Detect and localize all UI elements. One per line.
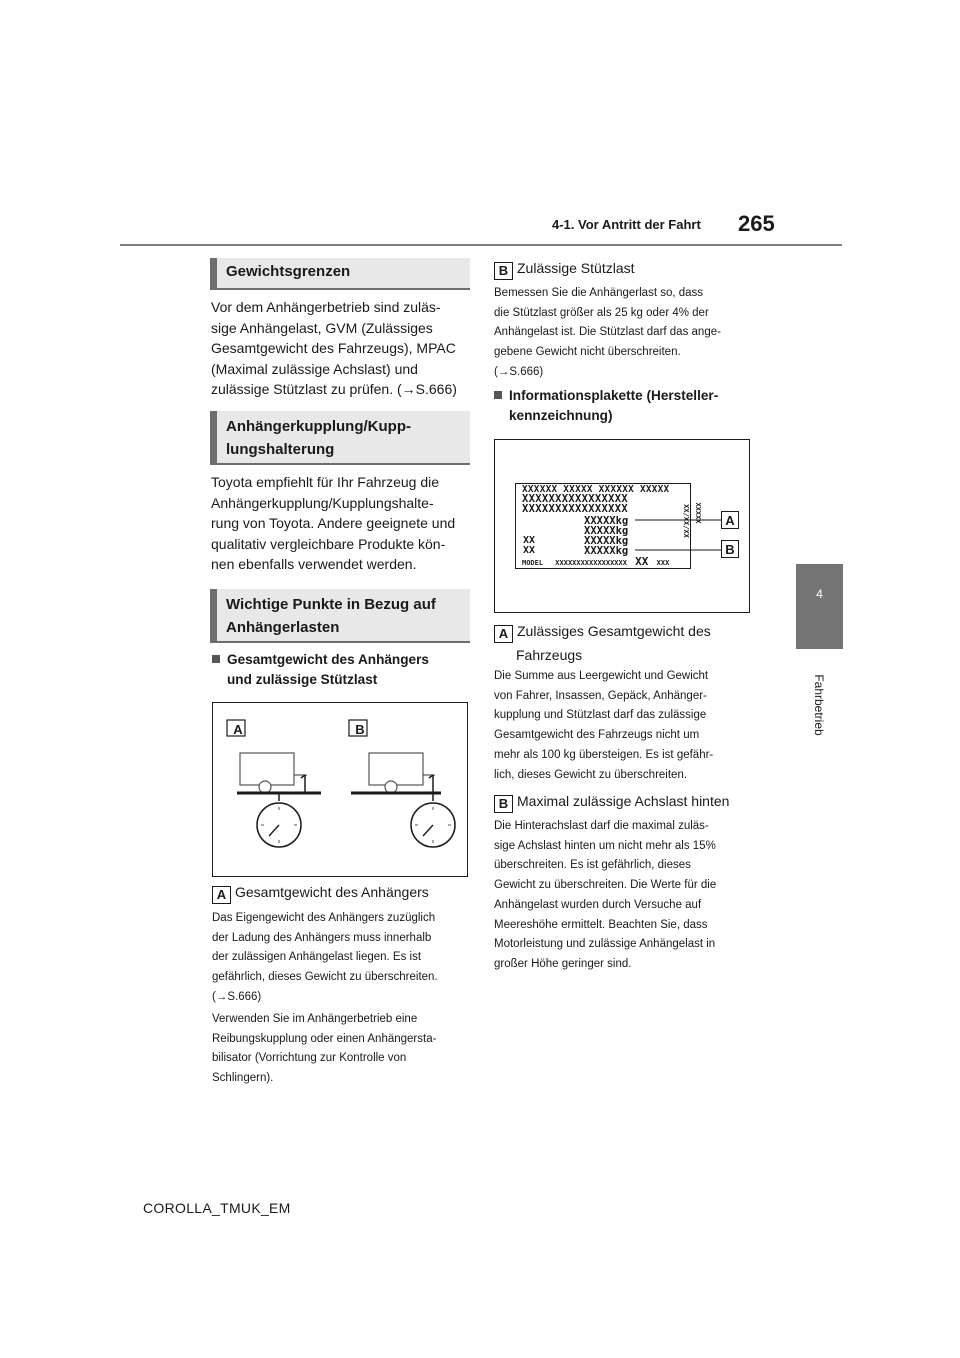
plate-row: XXXXXkg — [584, 545, 629, 557]
label-text: Gesamtgewicht des Anhängers — [235, 884, 429, 900]
paragraph-achslast — [494, 817, 759, 975]
heading-text: Gewichtsgrenzen — [226, 263, 351, 280]
chapter-tab — [796, 564, 843, 649]
plate-model-xx: XX — [635, 555, 649, 568]
paragraph-reibungskupplung — [212, 1010, 477, 1089]
bullet-text: und zulässige Stützlast — [227, 672, 378, 687]
text-line: kupplung und Stützlast darf das zulässige — [494, 709, 707, 722]
label-text: Zulässige Stützlast — [517, 260, 635, 276]
text-line: der Ladung des Anhängers muss innerhalb — [212, 931, 432, 944]
text-line: Vor dem Anhängerbetrieb sind zuläs- — [211, 299, 441, 315]
text-line: der zulässigen Anhängelast liegen. Es ist — [212, 951, 422, 964]
heading-gewichtsgrenzen — [210, 258, 470, 290]
label-b2-box: B — [494, 795, 513, 813]
text-line: Schlingern). — [212, 1072, 274, 1085]
heading-text: Anhängerlasten — [226, 619, 340, 636]
label-text: Zulässiges Gesamtgewicht des — [517, 623, 711, 639]
chapter-label: Fahrbetrieb — [812, 674, 826, 736]
text-line: rung von Toyota. Andere geeignete und — [211, 515, 456, 531]
text-line: zulässige Stützlast zu prüfen. (→S.666) — [211, 381, 457, 397]
text-line: (Maximal zulässige Achslast) und — [211, 360, 418, 377]
plate-model-value: XXXXXXXXXXXXXXXXX — [555, 559, 627, 567]
chapter-label-wrap — [774, 662, 864, 752]
plate-row: XXXXXX XXXXX XXXXXX XXXXX — [522, 484, 670, 495]
text-line: lich, dieses Gewicht zu überschreiten. — [494, 768, 688, 781]
label-text: Fahrzeugs — [516, 647, 583, 663]
heading-text: Wichtige Punkte in Bezug auf — [226, 596, 436, 613]
trailer-scales-illustration — [213, 703, 467, 876]
text-line: (→S.666) — [212, 990, 262, 1003]
label-b2-title — [494, 789, 759, 813]
plate-leader-lines — [495, 440, 749, 612]
heading-text: lungshalterung — [226, 441, 335, 458]
text-line: überschreiten. Es ist gefährlich, dieses — [494, 859, 691, 872]
text-line: Anhängerkupplung/Kupplungshalte- — [211, 494, 434, 511]
paragraph-weight-limits — [211, 297, 476, 400]
figure-label-b: B — [355, 722, 365, 737]
text-line: Verwenden Sie im Anhängerbetrieb eine — [212, 1013, 418, 1025]
text-line: Motorleistung und zulässige Anhängelast in — [494, 938, 716, 951]
section-title: 4-1. Vor Antritt der Fahrt — [552, 217, 701, 232]
text-line: Reibungskupplung oder einen Anhängersta- — [212, 1032, 437, 1045]
label-a2-title — [494, 619, 759, 667]
text-line: die Stützlast größer als 25 kg oder 4% der — [494, 306, 709, 319]
header-rule — [120, 244, 842, 246]
footer-doc-code: COROLLA_TMUK_EM — [143, 1200, 291, 1216]
paragraph-anhaenger-gewicht — [212, 909, 477, 1008]
plate-model-label: MODEL — [522, 559, 544, 567]
bullet-text: kennzeichnung) — [509, 408, 613, 423]
heading-text: Anhängerkupplung/Kupp- — [226, 418, 411, 435]
figure-trailer-scales — [212, 702, 468, 877]
text-line: Bemessen Sie die Anhängerlast so, dass — [494, 287, 704, 299]
paragraph-gesamtgewicht-fahrzeug — [494, 667, 759, 785]
text-line: mehr als 100 kg übersteigen. Es ist gefähr- — [494, 748, 714, 761]
text-line: Die Summe aus Leergewicht und Gewicht — [494, 670, 709, 682]
text-line: gefährlich, dieses Gewicht zu überschreiten. — [212, 971, 438, 984]
label-b-box: B — [494, 262, 513, 280]
text-line: (→S.666) — [494, 365, 544, 378]
label-a2-box: A — [494, 625, 513, 643]
bullet-square-icon — [212, 655, 220, 663]
text-line: Anhängelast ist. Die Stützlast darf das ange- — [494, 326, 721, 339]
figure-label-a: A — [233, 722, 243, 737]
plate-side-row: XX/XX/XX — [682, 504, 690, 538]
label-text: Maximal zulässige Achslast hinten — [517, 793, 730, 809]
text-line: nen ebenfalls verwendet werden. — [211, 556, 417, 572]
bullet-informationsplakette — [494, 386, 759, 426]
plate-label-a: A — [721, 511, 739, 529]
bullet-square-icon — [494, 391, 502, 399]
plate-row: XXXXXXXXXXXXXXXX — [522, 503, 628, 515]
text-line: Toyota empfiehlt für Ihr Fahrzeug die — [211, 474, 440, 490]
text-line: sige Achslast hinten um nicht mehr als 15% — [494, 839, 716, 852]
label-a-box: A — [212, 886, 231, 904]
text-line: Gesamtgewicht des Fahrzeugs), MPAC — [211, 340, 456, 356]
label-a-title — [212, 880, 477, 904]
plate-model-end: XXX — [656, 559, 670, 567]
paragraph-stuetzlast — [494, 284, 759, 383]
plate-row: XXXXXkg — [584, 515, 629, 527]
text-line: großer Höhe geringer sind. — [494, 957, 632, 970]
bullet-gesamtgewicht — [212, 650, 472, 690]
label-b-title — [494, 256, 759, 280]
chapter-number: 4 — [816, 587, 823, 601]
figure-info-plate — [494, 439, 750, 613]
text-line: Gesamtgewicht des Fahrzeugs nicht um — [494, 729, 700, 742]
text-line: sige Anhängelast, GVM (Zulässiges — [211, 319, 433, 336]
plate-row: XXXXXkg — [584, 535, 629, 547]
plate-row: XX — [523, 535, 536, 546]
text-line: Die Hinterachslast darf die maximal zuläs- — [494, 820, 709, 832]
text-line: Das Eigengewicht des Anhängers zuzüglich — [212, 912, 436, 924]
text-line: von Fahrer, Insassen, Gepäck, Anhänger- — [494, 689, 707, 702]
plate-row: XXXXXXXXXXXXXXXX — [522, 493, 628, 505]
bullet-text: Gesamtgewicht des Anhängers — [227, 652, 429, 667]
text-line: gebene Gewicht nicht überschreiten. — [494, 346, 681, 359]
plate-label-b: B — [721, 540, 739, 558]
heading-anhaengerkupplung — [210, 411, 470, 465]
plate-row: XX — [523, 545, 536, 556]
text-line: bilisator (Vorrichtung zur Kontrolle von — [212, 1052, 407, 1065]
paragraph-toyota-recommendation — [211, 472, 476, 575]
bullet-text: Informationsplakette (Hersteller- — [509, 388, 719, 403]
text-line: Anhängelast wurden durch Versuche auf — [494, 898, 702, 911]
plate-side-row: XXXXX — [694, 502, 702, 524]
heading-wichtige-punkte — [210, 589, 470, 643]
text-line: Meereshöhe ermittelt. Beachten Sie, dass — [494, 918, 708, 931]
plate-row: XXXXXkg — [584, 525, 629, 537]
text-line: qualitativ vergleichbare Produkte kön- — [211, 535, 446, 552]
text-line: Gewicht zu überschreiten. Die Werte für die — [494, 879, 717, 892]
page-number: 265 — [738, 211, 775, 236]
